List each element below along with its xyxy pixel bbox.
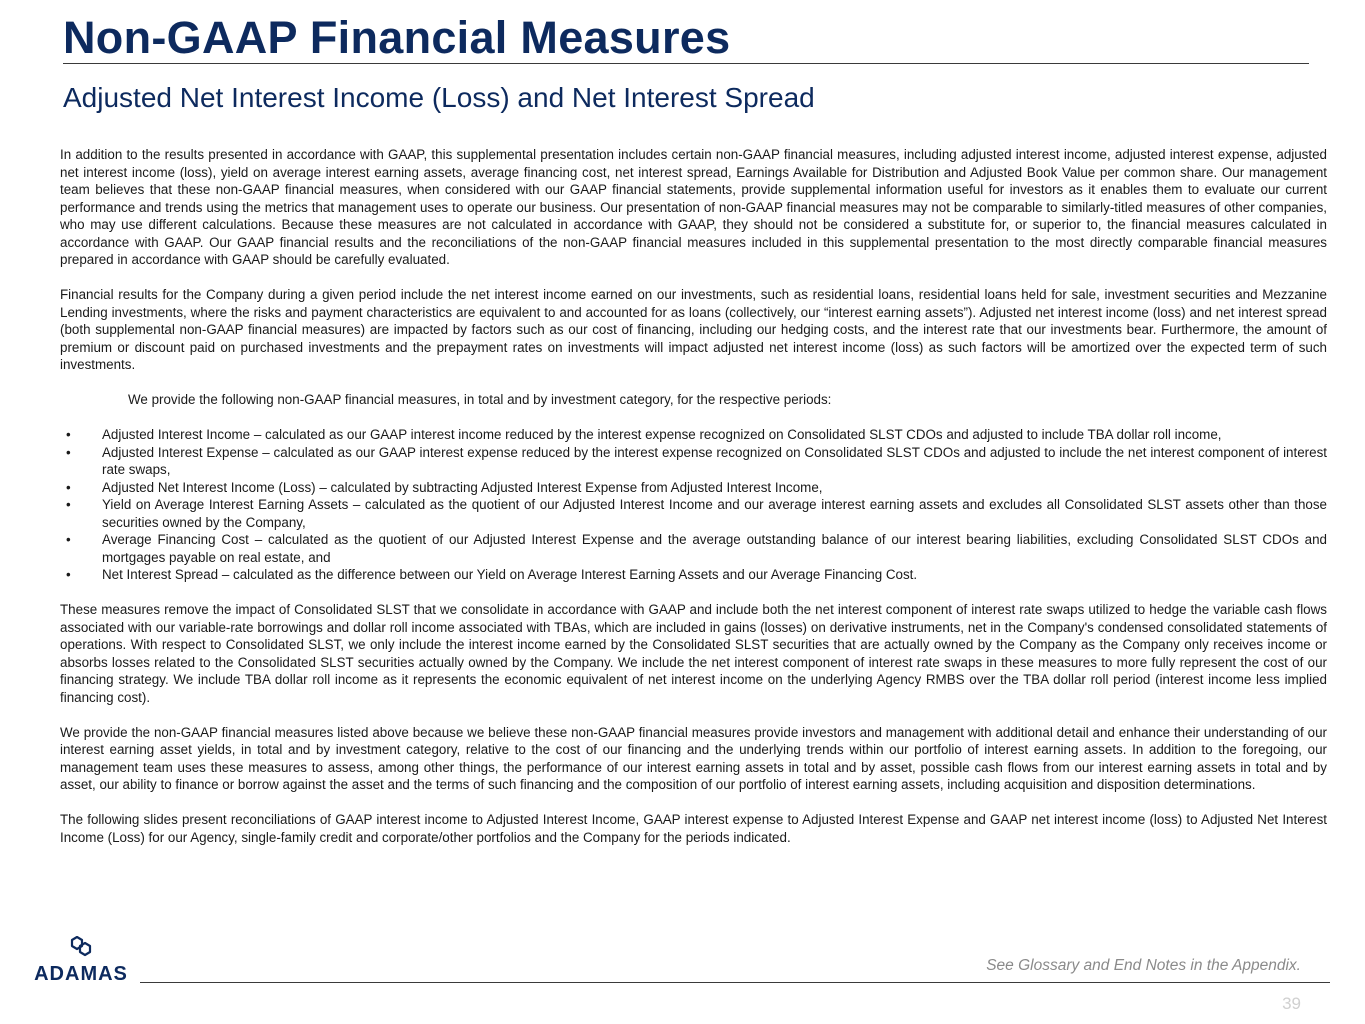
list-item-text: Yield on Average Interest Earning Assets – calculated as the quotient of our Adjusted Interest Income and our average interest earning assets and excludes all Consolidated SLST assets other than those securities owned by the Company,	[102, 497, 1327, 530]
body-text	[60, 146, 1327, 864]
page-number: 39	[1282, 994, 1301, 1013]
bullet-icon: •	[66, 427, 71, 442]
financial-results-paragraph: Financial results for the Company during a given period include the net interest income earned on our investments, such as residential loans, residential loans held for sale, investment securities and Mezzanine Lending investments, where the risks and payment characteristics are equivalent to and accounted for as loans (collectively, our “interest earning assets”). Adjusted net interest income (loss) and net interest spread (both supplemental non-GAAP financial measures) are impacted by factors such as our cost of financing, including our hedging costs, and the interest rate that our investments bear. Furthermore, the amount of premium or discount paid on purchased investments and the prepayment rates on investments will impact adjusted net interest income (loss) as such factors will be amortized over the expected term of such investments.	[60, 287, 1327, 372]
bullet-icon: •	[66, 532, 71, 547]
list-item-text: Adjusted Interest Income – calculated as our GAAP interest income reduced by the interest expense recognized on Consolidated SLST CDOs and adjusted to include TBA dollar roll income,	[102, 427, 1222, 442]
list-item	[60, 444, 1327, 479]
list-item	[60, 496, 1327, 531]
logo-wordmark: ADAMAS	[34, 963, 128, 985]
intro-paragraph: In addition to the results presented in accordance with GAAP, this supplemental presentation includes certain non-GAAP financial measures, including adjusted interest income, adjusted interest expense, adjusted net interest income (loss), yield on average interest earning assets, average financing cost, net interest spread, Earnings Available for Distribution and Adjusted Book Value per common share. Our management team believes that these non-GAAP financial measures, when considered with our GAAP financial statements, provide supplemental information useful for investors as it enables them to evaluate our current performance and trends using the metrics that management uses to operate our business. Our presentation of non-GAAP financial measures may not be comparable to similarly-titled measures of other companies, who may use different calculations. Because these measures are not calculated in accordance with GAAP, they should not be considered a substitute for, or superior to, the financial measures calculated in accordance with GAAP. Our GAAP financial results and the reconciliations of the non-GAAP financial measures included in this supplemental presentation to the most directly comparable financial measures prepared in accordance with GAAP should be carefully evaluated.	[60, 147, 1327, 267]
measures-list	[60, 426, 1327, 584]
bullet-icon: •	[66, 479, 71, 495]
reconciliation-paragraph: The following slides present reconciliations of GAAP interest income to Adjusted Interest Income, GAAP interest expense to Adjusted Interest Expense and GAAP net interest income (loss) to Adjusted Net Interest Income (Loss) for our Agency, single-family credit and corporate/other portfolios and the Company for the periods indicated.	[60, 812, 1327, 845]
footer-divider	[140, 982, 1330, 983]
rationale-paragraph: We provide the non-GAAP financial measures listed above because we believe these non-GAAP financial measures provide investors and management with additional detail and enhance their understanding of our interest earning asset yields, in total and by investment category, relative to the cost of our financing and the underlying trends within our portfolio of interest earning assets. In addition to the foregoing, our management team uses these measures to assess, among other things, the performance of our interest earning assets in total and by asset, possible cash flows from our interest earning assets in total and by asset, our ability to finance or borrow against the asset and the terms of such financing and the composition of our portfolio of interest earning assets, including acquisition and disposition determinations.	[60, 724, 1327, 792]
list-item	[60, 479, 1327, 497]
page-title: Non-GAAP Financial Measures	[63, 12, 731, 63]
glossary-footnote: See Glossary and End Notes in the Appendix.	[986, 957, 1301, 974]
bullet-icon: •	[66, 497, 71, 512]
bullet-icon: •	[66, 444, 71, 460]
list-item-text: Adjusted Interest Expense – calculated as our GAAP interest expense reduced by the interest expense recognized on Consolidated SLST CDOs and adjusted to include the net interest component of interest rate swaps,	[102, 444, 1327, 477]
company-logo	[26, 936, 136, 988]
list-item	[60, 426, 1327, 444]
list-item-text: Net Interest Spread – calculated as the difference between our Yield on Average Interest Earning Assets and our Average Financing Cost.	[102, 567, 918, 582]
consolidated-slst-paragraph: These measures remove the impact of Consolidated SLST that we consolidate in accordance with GAAP and include both the net interest component of interest rate swaps utilized to hedge the variable cash flows associated with our variable-rate borrowings and dollar roll income associated with TBAs, which are included in gains (losses) on derivative instruments, net in the Company's condensed consolidated statements of operations. With respect to Consolidated SLST, we only include the interest income earned by the Consolidated SLST securities that are actually owned by the Company as the Company only receives income or absorbs losses related to the Consolidated SLST securities actually owned by the Company. We include the net interest component of interest rate swaps in these measures to more fully represent the cost of our financing strategy. We include TBA dollar roll income as it represents the economic equivalent of net interest income on the underlying Agency RMBS over the TBA dollar roll period (interest income less implied financing cost).	[60, 602, 1327, 705]
title-divider	[63, 63, 1309, 64]
page-subtitle: Adjusted Net Interest Income (Loss) and Net Interest Spread	[63, 82, 815, 113]
logo-mark-icon	[64, 936, 98, 960]
list-item	[60, 531, 1327, 566]
bullet-icon: •	[66, 567, 71, 582]
measures-intro-paragraph: We provide the following non-GAAP financial measures, in total and by investment category, for the respective periods:	[128, 392, 832, 407]
list-item	[60, 566, 1327, 584]
list-item-text: Adjusted Net Interest Income (Loss) – calculated by subtracting Adjusted Interest Expense from Adjusted Interest Income,	[102, 479, 823, 495]
list-item-text: Average Financing Cost – calculated as the quotient of our Adjusted Interest Expense and the average outstanding balance of our interest bearing liabilities, excluding Consolidated SLST CDOs and mortgages payable on real estate, and	[102, 532, 1327, 565]
